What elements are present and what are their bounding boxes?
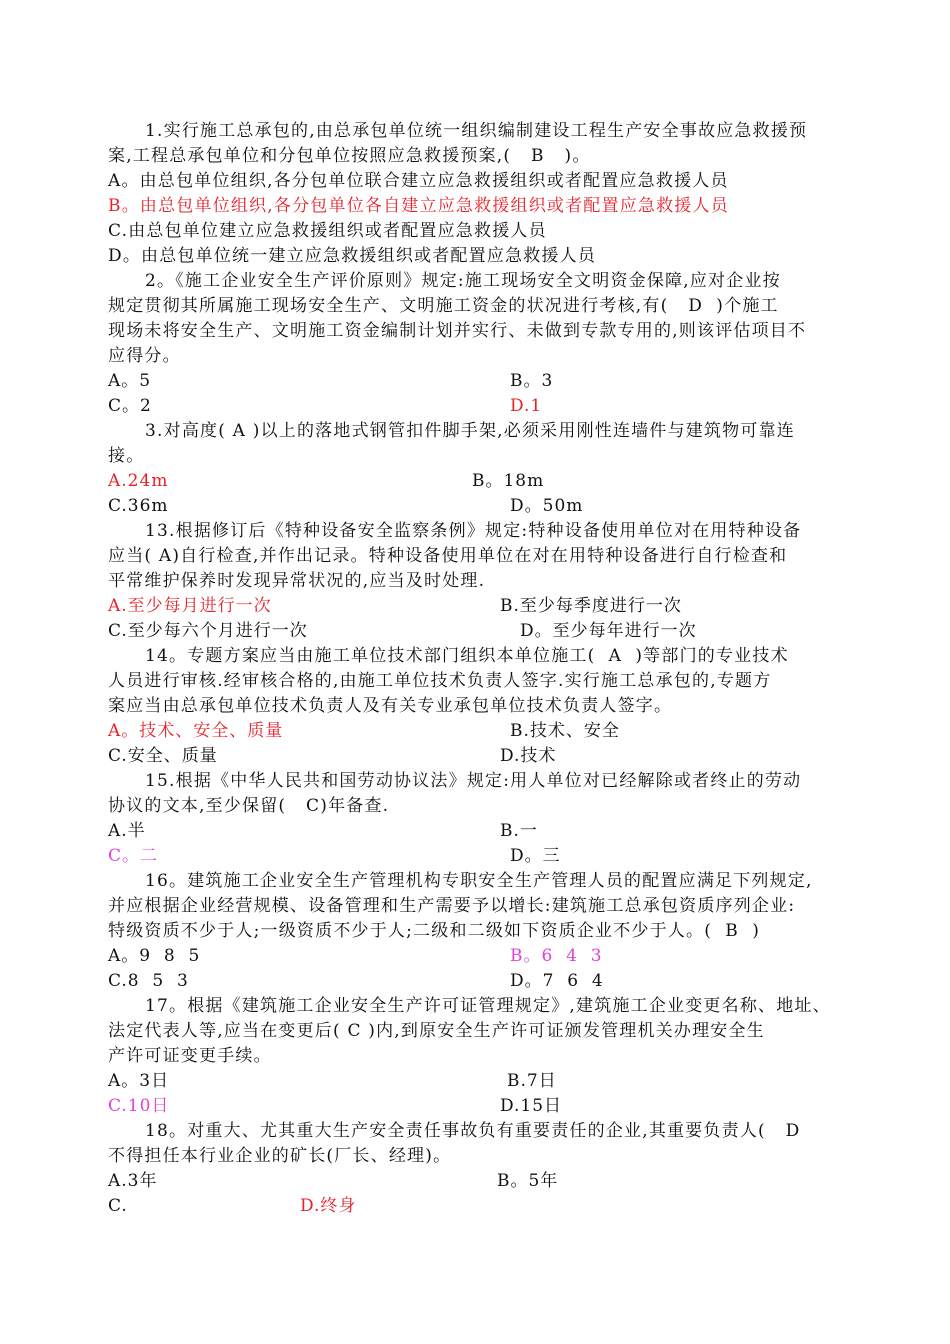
q16-stem-line1: 16。建筑施工企业安全生产管理机构专职安全生产管理人员的配置应满足下列规定, <box>145 871 813 891</box>
q13-stem-line3: 平常维护保养时发现异常状况的,应当及时处理. <box>108 571 486 591</box>
q3-option-a-answer: A.24m <box>108 471 169 491</box>
q2-option-c: C。2 <box>108 396 152 416</box>
q13-option-b: B.至少每季度进行一次 <box>500 596 682 616</box>
q18-option-d-answer: D.终身 <box>300 1196 357 1216</box>
q15-option-b: B.一 <box>500 821 538 841</box>
q2-stem-line1: 2。《施工企业安全生产评价原则》规定:施工现场安全文明资金保障,应对企业按 <box>145 271 781 291</box>
q16-option-c: C.8 5 3 <box>108 971 189 991</box>
q16-stem-line2: 并应根据企业经营规模、设备管理和生产需要予以增长:建筑施工总承包资质序列企业: <box>108 896 796 916</box>
q14-stem-line1: 14。专题方案应当由施工单位技术部门组织本单位施工( A )等部门的专业技术 <box>145 646 789 666</box>
q13-stem-line2: 应当( A)自行检查,并作出记录。特种设备使用单位在对在用特种设备进行自行检查和 <box>108 546 788 566</box>
q2-option-a: A。5 <box>108 371 152 391</box>
q1-stem-line1: 1.实行施工总承包的,由总承包单位统一组织编制建设工程生产安全事故应急救援预 <box>145 121 808 141</box>
q3-stem-line1: 3.对高度( A )以上的落地式钢管扣件脚手架,必须采用刚性连墙件与建筑物可靠连 <box>145 421 795 441</box>
q2-option-d-answer: D.1 <box>510 396 543 416</box>
q15-stem-line2: 协议的文本,至少保留( C)年备查. <box>108 796 390 816</box>
q3-option-b: B。18m <box>472 471 545 491</box>
q1-option-c: C.由总包单位建立应急救援组织或者配置应急救援人员 <box>108 221 547 241</box>
q17-stem-line2: 法定代表人等,应当在变更后( C )内,到原安全生产许可证颁发管理机关办理安全生 <box>108 1021 765 1041</box>
q14-option-c: C.安全、质量 <box>108 746 218 766</box>
q17-option-a: A。3日 <box>108 1071 170 1091</box>
q17-option-d: D.15日 <box>500 1096 563 1116</box>
q13-option-a-answer: A.至少每月进行一次 <box>108 596 272 616</box>
q15-option-a: A.半 <box>108 821 146 841</box>
q2-stem-line4: 应得分。 <box>108 346 181 366</box>
q16-option-a: A。9 8 5 <box>108 946 201 966</box>
q14-option-d: D.技术 <box>500 746 557 766</box>
q16-stem-line3: 特级资质不少于人;一级资质不少于人;二级和二级如下资质企业不少于人。( B ) <box>108 921 761 941</box>
q1-stem-line2: 案,工程总承包单位和分包单位按照应急救援预案,( B )。 <box>108 146 591 166</box>
q17-option-c-answer: C.10日 <box>108 1096 170 1116</box>
q16-option-d: D。7 6 4 <box>510 971 604 991</box>
q3-option-d: D。50m <box>510 496 584 516</box>
q14-stem-line3: 案应当由总承包单位技术负责人及有关专业承包单位技术负责人签字。 <box>108 696 673 716</box>
q17-stem-line3: 产许可证变更手续。 <box>108 1046 272 1066</box>
q16-option-b-answer: B。6 4 3 <box>510 946 603 966</box>
q1-option-b-answer: B。由总包单位组织,各分包单位各自建立应急救援组织或者配置应急救援人员 <box>108 196 729 216</box>
q18-option-a: A.3年 <box>108 1171 158 1191</box>
q13-stem-line1: 13.根据修订后《特种设备安全监察条例》规定:特种设备使用单位对在用特种设备 <box>145 521 802 541</box>
q17-option-b: B.7日 <box>507 1071 557 1091</box>
q2-stem-line2: 规定贯彻其所属施工现场安全生产、文明施工资金的状况进行考核,有( D )个施工 <box>108 296 779 316</box>
q18-stem-line2: 不得担任本行业企业的矿长(厂长、经理)。 <box>108 1146 452 1166</box>
q1-option-a: A。由总包单位组织,各分包单位联合建立应急救援组织或者配置应急救援人员 <box>108 171 729 191</box>
q14-option-b: B.技术、安全 <box>510 721 620 741</box>
q14-option-a-answer: A。技术、安全、质量 <box>108 721 284 741</box>
q18-option-b: B。5年 <box>497 1171 559 1191</box>
q3-stem-line2: 接。 <box>108 446 145 466</box>
q18-option-c: C. <box>108 1196 128 1216</box>
q2-stem-line3: 现场未将安全生产、文明施工资金编制计划并实行、未做到专款专用的,则该评估项目不 <box>108 321 807 341</box>
q14-stem-line2: 人员进行审核.经审核合格的,由施工单位技术负责人签字.实行施工总承包的,专题方 <box>108 671 772 691</box>
q13-option-c: C.至少每六个月进行一次 <box>108 621 308 641</box>
q15-option-c-answer: C。二 <box>108 846 159 866</box>
q2-option-b: B。3 <box>510 371 554 391</box>
q13-option-d: D。至少每年进行一次 <box>520 621 697 641</box>
q17-stem-line1: 17。根据《建筑施工企业安全生产许可证管理规定》,建筑施工企业变更名称、地址、 <box>145 996 831 1016</box>
q3-option-c: C.36m <box>108 496 169 516</box>
q15-stem-line1: 15.根据《中华人民共和国劳动协议法》规定:用人单位对已经解除或者终止的劳动 <box>145 771 802 791</box>
q18-stem-line1: 18。对重大、尤其重大生产安全责任事故负有重要责任的企业,其重要负责人( D <box>145 1121 801 1141</box>
q15-option-d: D。三 <box>510 846 561 866</box>
q1-option-d: D。由总包单位统一建立应急救援组织或者配置应急救援人员 <box>108 246 597 266</box>
